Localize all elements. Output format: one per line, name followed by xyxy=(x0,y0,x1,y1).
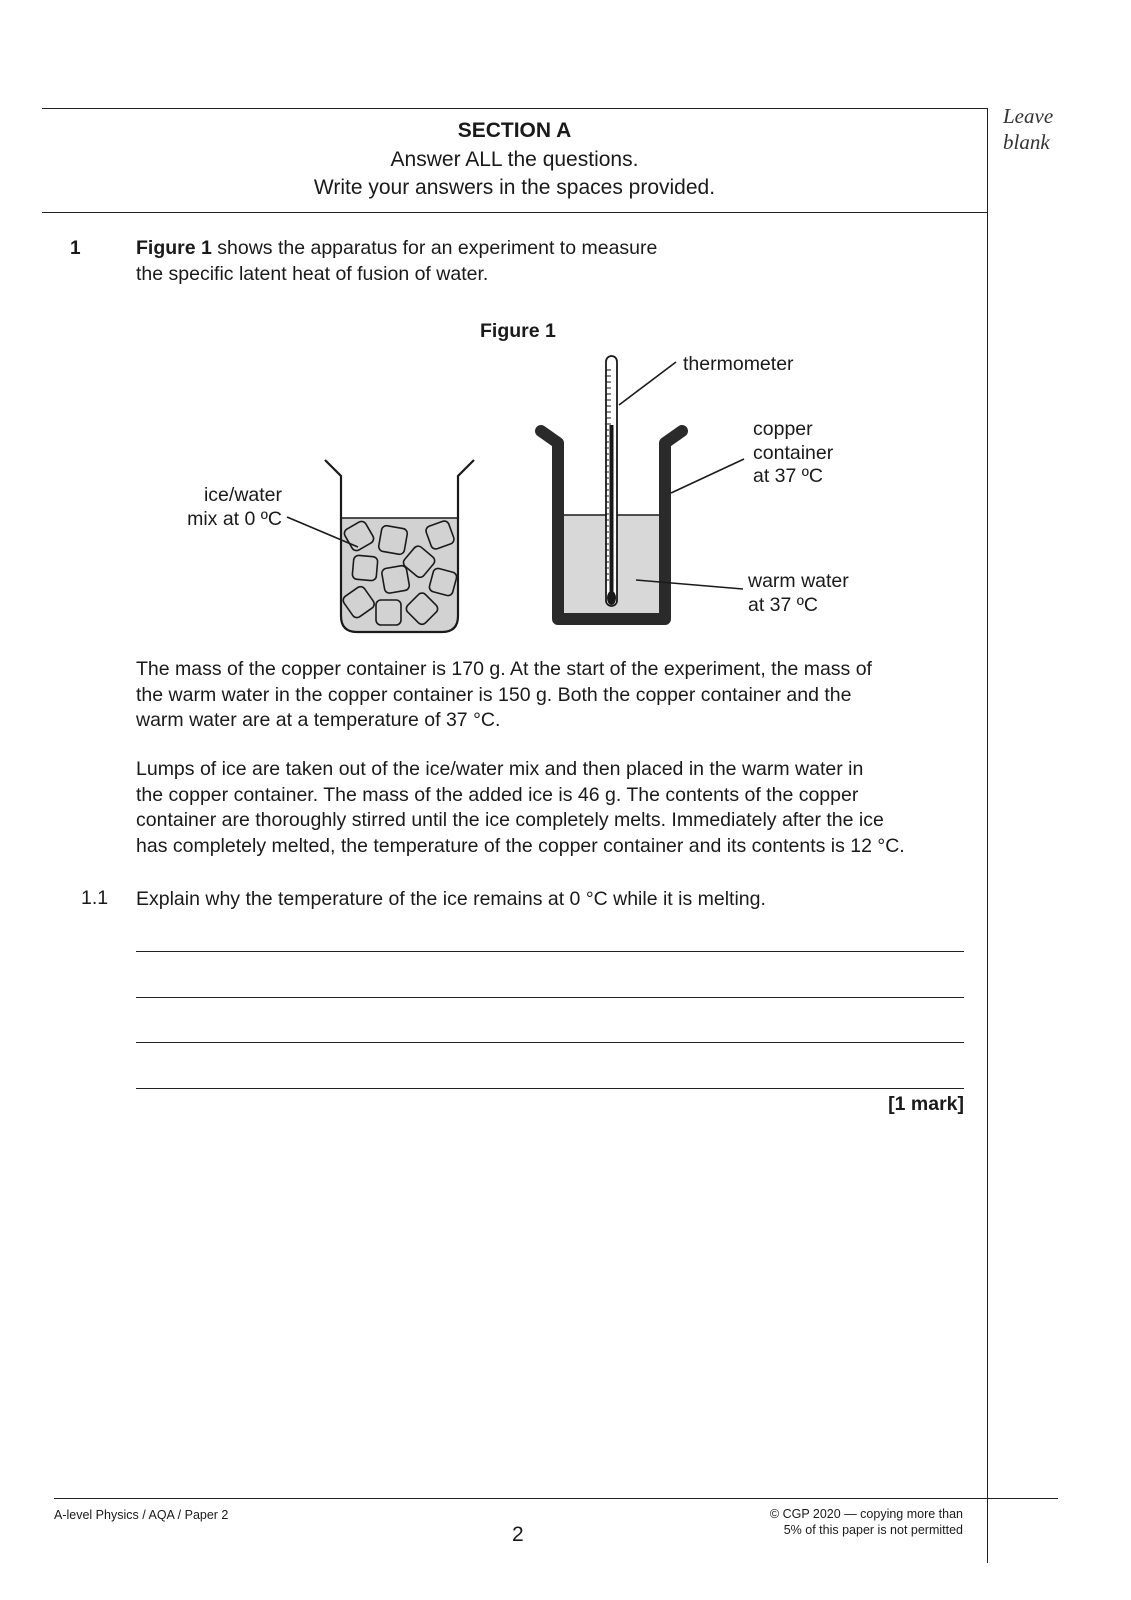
label-copper-line2: container xyxy=(753,441,834,464)
leave-text: Leave xyxy=(1003,104,1054,128)
label-copper-line3: at 37 ºC xyxy=(753,465,823,487)
label-ice-water-mix xyxy=(160,484,282,531)
thermometer xyxy=(606,356,617,606)
apparatus-diagram xyxy=(0,0,1131,660)
ice-cube xyxy=(378,525,408,555)
paragraph-1-line: The mass of the copper container is 170 g. At the start of the experiment, the mass of xyxy=(136,658,872,680)
label-warm-water xyxy=(748,570,849,617)
answer-line[interactable] xyxy=(136,951,964,952)
figure-ref: Figure 1 xyxy=(136,237,212,259)
label-ice-line1: ice/water xyxy=(203,484,282,506)
answer-line[interactable] xyxy=(136,997,964,998)
answer-line[interactable] xyxy=(136,1088,964,1089)
footer-copyright xyxy=(720,1506,963,1538)
label-thermometer: thermometer xyxy=(683,353,794,375)
blank-text: blank xyxy=(1003,130,1050,154)
figure-title: Figure 1 xyxy=(480,320,556,342)
paragraph-2-line: Lumps of ice are taken out of the ice/water mix and then placed in the warm water in xyxy=(136,758,864,780)
answer-line[interactable] xyxy=(136,1042,964,1043)
thermometer-leader-line xyxy=(619,362,676,405)
label-ice-line2: mix at 0 ºC xyxy=(187,507,282,530)
subquestion-number: 1.1 xyxy=(81,887,109,909)
subquestion-text: Explain why the temperature of the ice remains at 0 °C while it is melting. xyxy=(136,888,766,910)
paragraph-2 xyxy=(136,757,976,859)
section-title: SECTION A xyxy=(457,119,572,142)
copyright-line1: © CGP 2020 — copying more than xyxy=(769,1507,963,1521)
question-number: 1 xyxy=(70,238,81,259)
paragraph-1-line: warm water are at a temperature of 37 °C. xyxy=(136,709,501,731)
paragraph-2-line: container are thoroughly stirred until the ice completely melts. Immediately after the ice xyxy=(136,809,884,831)
paragraph-2-line: the copper container. The mass of the added ice is 46 g. The contents of the copper xyxy=(136,783,859,806)
copper-leader-line xyxy=(671,459,744,493)
ice-cube xyxy=(428,567,457,596)
paragraph-1 xyxy=(136,657,976,734)
footer-rule xyxy=(54,1498,1058,1499)
ice-cube xyxy=(376,600,401,625)
label-warm-line1: warm water xyxy=(748,570,849,592)
ice-cube xyxy=(381,565,410,594)
paragraph-2-line: has completely melted, the temperature of the copper container and its contents is 12 °C. xyxy=(136,834,905,857)
ice-cube xyxy=(352,555,378,581)
copyright-line2: 5% of this paper is not permitted xyxy=(783,1523,963,1537)
intro-text-2: the specific latent heat of fusion of water. xyxy=(136,262,489,285)
label-copper-line1: copper xyxy=(753,418,813,440)
label-warm-line2: at 37 ºC xyxy=(748,593,818,616)
page-number: 2 xyxy=(512,1523,524,1546)
mark-allocation: [1 mark] xyxy=(888,1093,964,1115)
section-instruction-1: Answer ALL the questions. xyxy=(390,148,639,171)
label-copper-container xyxy=(753,418,833,489)
footer-paper-title: A-level Physics / AQA / Paper 2 xyxy=(54,1508,229,1522)
intro-text: shows the apparatus for an experiment to measure xyxy=(211,237,658,259)
section-instruction-2: Write your answers in the spaces provided. xyxy=(313,176,716,199)
paragraph-1-line: the warm water in the copper container is 150 g. Both the copper container and the xyxy=(136,683,852,706)
